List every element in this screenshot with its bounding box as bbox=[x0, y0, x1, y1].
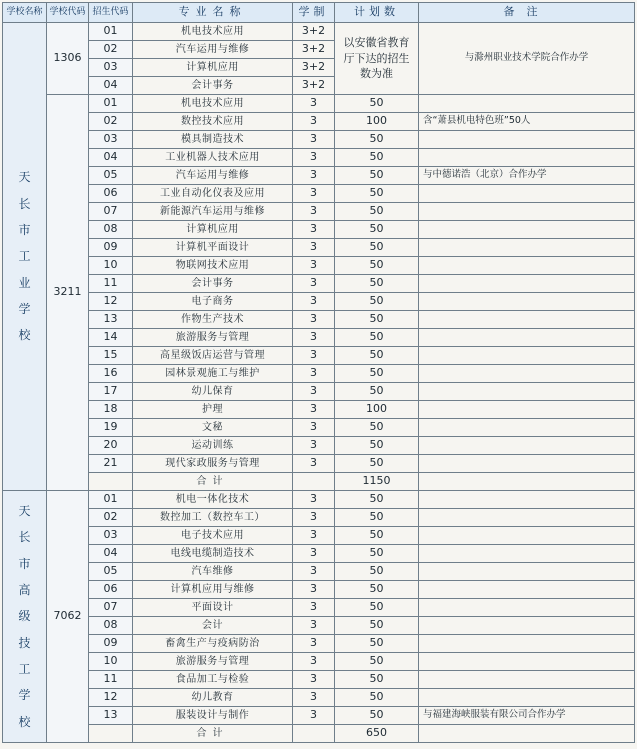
plan-count-cell: 50 bbox=[335, 383, 419, 401]
total-row bbox=[3, 473, 635, 491]
admission-code-cell: 09 bbox=[89, 239, 133, 257]
major-name-cell: 电子商务 bbox=[133, 293, 293, 311]
major-name-cell: 计算机应用 bbox=[133, 59, 293, 77]
duration-cell: 3 bbox=[293, 329, 335, 347]
school-name-char: 工 bbox=[18, 662, 31, 677]
remark-cell bbox=[419, 293, 635, 311]
admission-code-cell: 13 bbox=[89, 707, 133, 725]
major-name-cell: 物联网技术应用 bbox=[133, 257, 293, 275]
plan-count-cell: 50 bbox=[335, 365, 419, 383]
school-name-char: 学 bbox=[18, 302, 31, 317]
remark-cell bbox=[419, 419, 635, 437]
plan-count-cell: 50 bbox=[335, 419, 419, 437]
plan-count-cell: 50 bbox=[335, 491, 419, 509]
plan-count-cell: 50 bbox=[335, 311, 419, 329]
plan-count-cell: 100 bbox=[335, 401, 419, 419]
admission-code-cell: 11 bbox=[89, 275, 133, 293]
header-major-name: 专业名称 bbox=[133, 3, 293, 23]
plan-count-cell: 50 bbox=[335, 563, 419, 581]
admission-code-cell: 18 bbox=[89, 401, 133, 419]
remark-cell bbox=[419, 365, 635, 383]
plan-count-cell: 50 bbox=[335, 545, 419, 563]
school-name-char: 校 bbox=[18, 714, 31, 729]
duration-cell: 3 bbox=[293, 113, 335, 131]
admission-code-cell: 12 bbox=[89, 293, 133, 311]
table-row bbox=[3, 149, 635, 167]
table-row bbox=[3, 491, 635, 509]
header-plan-count: 计划数 bbox=[335, 3, 419, 23]
admission-code-cell: 07 bbox=[89, 599, 133, 617]
plan-count-cell: 50 bbox=[335, 509, 419, 527]
table-row bbox=[3, 383, 635, 401]
table-row bbox=[3, 527, 635, 545]
major-name-cell: 计算机应用 bbox=[133, 221, 293, 239]
total-label-cell: 合计 bbox=[133, 473, 293, 491]
duration-cell: 3 bbox=[293, 653, 335, 671]
duration-cell: 3 bbox=[293, 239, 335, 257]
major-name-cell: 模具制造技术 bbox=[133, 131, 293, 149]
table-row bbox=[3, 167, 635, 185]
duration-cell: 3 bbox=[293, 275, 335, 293]
table-row bbox=[3, 365, 635, 383]
table-row bbox=[3, 509, 635, 527]
admission-code-cell: 02 bbox=[89, 113, 133, 131]
major-name-cell: 会计事务 bbox=[133, 275, 293, 293]
remark-cell: 含“萧县机电特色班”50人 bbox=[419, 113, 635, 131]
remark-cell bbox=[419, 383, 635, 401]
major-name-cell: 旅游服务与管理 bbox=[133, 653, 293, 671]
remark-cell bbox=[419, 275, 635, 293]
total-spacer-cell bbox=[293, 725, 335, 743]
duration-cell: 3 bbox=[293, 527, 335, 545]
school-name-char: 长 bbox=[18, 196, 31, 211]
plan-count-cell: 50 bbox=[335, 653, 419, 671]
major-name-cell: 新能源汽车运用与维修 bbox=[133, 203, 293, 221]
plan-count-cell: 50 bbox=[335, 707, 419, 725]
admission-code-cell: 07 bbox=[89, 203, 133, 221]
table-row bbox=[3, 419, 635, 437]
admission-code-cell: 20 bbox=[89, 437, 133, 455]
school-name-cell bbox=[3, 23, 47, 491]
admission-code-cell: 04 bbox=[89, 77, 133, 95]
major-name-cell: 作物生产技术 bbox=[133, 311, 293, 329]
duration-cell: 3 bbox=[293, 293, 335, 311]
header-school-code: 学校代码 bbox=[47, 3, 89, 23]
plan-count-cell: 50 bbox=[335, 149, 419, 167]
major-name-cell: 幼儿保育 bbox=[133, 383, 293, 401]
plan-count-cell: 50 bbox=[335, 599, 419, 617]
table-row bbox=[3, 437, 635, 455]
table-row bbox=[3, 185, 635, 203]
table-row bbox=[3, 131, 635, 149]
major-name-cell: 园林景观施工与维护 bbox=[133, 365, 293, 383]
remark-cell bbox=[419, 347, 635, 365]
major-name-cell: 工业机器人技术应用 bbox=[133, 149, 293, 167]
table-row bbox=[3, 635, 635, 653]
remark-cell bbox=[419, 527, 635, 545]
plan-count-cell: 50 bbox=[335, 131, 419, 149]
duration-cell: 3 bbox=[293, 401, 335, 419]
remark-cell bbox=[419, 653, 635, 671]
school-name-char: 高 bbox=[18, 582, 31, 597]
header-admission-code: 招生代码 bbox=[89, 3, 133, 23]
header-remarks: 备注 bbox=[419, 3, 635, 23]
plan-count-cell: 50 bbox=[335, 203, 419, 221]
header-duration: 学制 bbox=[293, 3, 335, 23]
duration-cell: 3 bbox=[293, 563, 335, 581]
school-name-char: 市 bbox=[18, 222, 31, 237]
table-row bbox=[3, 599, 635, 617]
major-name-cell: 旅游服务与管理 bbox=[133, 329, 293, 347]
school-name-char: 级 bbox=[18, 609, 31, 624]
table-row bbox=[3, 257, 635, 275]
group-remark-cell: 与滁州职业技术学院合作办学 bbox=[419, 23, 635, 95]
plan-count-cell: 50 bbox=[335, 257, 419, 275]
remark-cell bbox=[419, 221, 635, 239]
school-name-char: 工 bbox=[18, 249, 31, 264]
major-name-cell: 汽车运用与维修 bbox=[133, 41, 293, 59]
table-row bbox=[3, 545, 635, 563]
table-row bbox=[3, 329, 635, 347]
admission-code-cell: 03 bbox=[89, 527, 133, 545]
admission-code-cell: 06 bbox=[89, 581, 133, 599]
plan-count-cell: 50 bbox=[335, 527, 419, 545]
duration-cell: 3 bbox=[293, 167, 335, 185]
admission-code-cell: 01 bbox=[89, 23, 133, 41]
admission-code-cell: 13 bbox=[89, 311, 133, 329]
table-row bbox=[3, 617, 635, 635]
plan-count-cell: 50 bbox=[335, 437, 419, 455]
duration-cell: 3 bbox=[293, 617, 335, 635]
major-name-cell: 计算机应用与维修 bbox=[133, 581, 293, 599]
enrollment-plan-sheet bbox=[2, 2, 634, 747]
school-name-char: 天 bbox=[18, 503, 31, 518]
plan-count-cell: 50 bbox=[335, 689, 419, 707]
school-code-cell: 1306 bbox=[47, 23, 89, 95]
table-row bbox=[3, 275, 635, 293]
major-name-cell: 电子技术应用 bbox=[133, 527, 293, 545]
duration-cell: 3 bbox=[293, 599, 335, 617]
major-name-cell: 汽车维修 bbox=[133, 563, 293, 581]
major-name-cell: 机电一体化技术 bbox=[133, 491, 293, 509]
major-name-cell: 运动训练 bbox=[133, 437, 293, 455]
school-name-char: 天 bbox=[18, 170, 31, 185]
duration-cell: 3 bbox=[293, 545, 335, 563]
admission-code-cell: 03 bbox=[89, 59, 133, 77]
remark-cell bbox=[419, 95, 635, 113]
plan-count-cell: 50 bbox=[335, 329, 419, 347]
plan-count-cell: 50 bbox=[335, 275, 419, 293]
major-name-cell: 机电技术应用 bbox=[133, 23, 293, 41]
table-row bbox=[3, 311, 635, 329]
table-row bbox=[3, 653, 635, 671]
major-name-cell: 高星级饭店运营与管理 bbox=[133, 347, 293, 365]
duration-cell: 3 bbox=[293, 689, 335, 707]
duration-cell: 3 bbox=[293, 257, 335, 275]
major-name-cell: 幼儿教育 bbox=[133, 689, 293, 707]
school-name-char: 长 bbox=[18, 530, 31, 545]
total-spacer-cell bbox=[419, 473, 635, 491]
remark-cell bbox=[419, 635, 635, 653]
total-spacer-cell bbox=[89, 473, 133, 491]
school-name-char: 校 bbox=[18, 328, 31, 343]
plan-count-cell: 50 bbox=[335, 221, 419, 239]
plan-count-cell: 50 bbox=[335, 455, 419, 473]
duration-cell: 3 bbox=[293, 455, 335, 473]
remark-cell bbox=[419, 149, 635, 167]
plan-count-cell: 50 bbox=[335, 95, 419, 113]
admission-code-cell: 15 bbox=[89, 347, 133, 365]
plan-count-cell: 50 bbox=[335, 239, 419, 257]
major-name-cell: 畜禽生产与疫病防治 bbox=[133, 635, 293, 653]
duration-cell: 3 bbox=[293, 365, 335, 383]
remark-cell bbox=[419, 509, 635, 527]
duration-cell: 3 bbox=[293, 95, 335, 113]
remark-cell bbox=[419, 239, 635, 257]
table-row bbox=[3, 455, 635, 473]
total-plan-cell: 650 bbox=[335, 725, 419, 743]
table-row bbox=[3, 221, 635, 239]
enrollment-plan-table bbox=[2, 2, 635, 743]
remark-cell bbox=[419, 545, 635, 563]
duration-cell: 3 bbox=[293, 491, 335, 509]
admission-code-cell: 14 bbox=[89, 329, 133, 347]
table-row bbox=[3, 347, 635, 365]
duration-cell: 3 bbox=[293, 149, 335, 167]
duration-cell: 3+2 bbox=[293, 23, 335, 41]
table-row bbox=[3, 401, 635, 419]
major-name-cell: 现代家政服务与管理 bbox=[133, 455, 293, 473]
admission-code-cell: 05 bbox=[89, 167, 133, 185]
plan-count-cell: 50 bbox=[335, 581, 419, 599]
major-name-cell: 食品加工与检验 bbox=[133, 671, 293, 689]
duration-cell: 3+2 bbox=[293, 59, 335, 77]
admission-code-cell: 08 bbox=[89, 221, 133, 239]
total-spacer-cell bbox=[89, 725, 133, 743]
remark-cell: 与福建海峡服装有限公司合作办学 bbox=[419, 707, 635, 725]
admission-code-cell: 03 bbox=[89, 131, 133, 149]
admission-code-cell: 19 bbox=[89, 419, 133, 437]
table-header-row bbox=[3, 3, 635, 23]
table-row bbox=[3, 113, 635, 131]
admission-code-cell: 10 bbox=[89, 653, 133, 671]
table-row bbox=[3, 707, 635, 725]
remark-cell bbox=[419, 455, 635, 473]
school-code-cell: 3211 bbox=[47, 95, 89, 491]
remark-cell bbox=[419, 437, 635, 455]
duration-cell: 3 bbox=[293, 131, 335, 149]
duration-cell: 3 bbox=[293, 383, 335, 401]
admission-code-cell: 11 bbox=[89, 671, 133, 689]
admission-code-cell: 02 bbox=[89, 41, 133, 59]
duration-cell: 3+2 bbox=[293, 41, 335, 59]
major-name-cell: 服装设计与制作 bbox=[133, 707, 293, 725]
major-name-cell: 汽车运用与维修 bbox=[133, 167, 293, 185]
duration-cell: 3 bbox=[293, 419, 335, 437]
admission-code-cell: 17 bbox=[89, 383, 133, 401]
duration-cell: 3 bbox=[293, 185, 335, 203]
major-name-cell: 工业自动化仪表及应用 bbox=[133, 185, 293, 203]
duration-cell: 3 bbox=[293, 311, 335, 329]
major-name-cell: 计算机平面设计 bbox=[133, 239, 293, 257]
major-name-cell: 机电技术应用 bbox=[133, 95, 293, 113]
duration-cell: 3 bbox=[293, 707, 335, 725]
admission-code-cell: 02 bbox=[89, 509, 133, 527]
duration-cell: 3 bbox=[293, 581, 335, 599]
major-name-cell: 会计 bbox=[133, 617, 293, 635]
total-spacer-cell bbox=[419, 725, 635, 743]
admission-code-cell: 08 bbox=[89, 617, 133, 635]
table-row bbox=[3, 203, 635, 221]
major-name-cell: 平面设计 bbox=[133, 599, 293, 617]
school-name-char: 业 bbox=[18, 275, 31, 290]
plan-count-cell: 50 bbox=[335, 293, 419, 311]
school-name-char: 技 bbox=[18, 635, 31, 650]
remark-cell bbox=[419, 689, 635, 707]
total-label-cell: 合计 bbox=[133, 725, 293, 743]
plan-count-cell: 100 bbox=[335, 113, 419, 131]
duration-cell: 3+2 bbox=[293, 77, 335, 95]
admission-code-cell: 12 bbox=[89, 689, 133, 707]
admission-code-cell: 10 bbox=[89, 257, 133, 275]
major-name-cell: 护理 bbox=[133, 401, 293, 419]
total-row bbox=[3, 725, 635, 743]
remark-cell bbox=[419, 131, 635, 149]
school-code-cell: 7062 bbox=[47, 491, 89, 743]
table-row bbox=[3, 563, 635, 581]
school-name-char: 学 bbox=[18, 688, 31, 703]
plan-count-cell: 50 bbox=[335, 347, 419, 365]
duration-cell: 3 bbox=[293, 437, 335, 455]
remark-cell bbox=[419, 329, 635, 347]
major-name-cell: 会计事务 bbox=[133, 77, 293, 95]
major-name-cell: 文秘 bbox=[133, 419, 293, 437]
admission-code-cell: 04 bbox=[89, 149, 133, 167]
plan-count-cell: 50 bbox=[335, 167, 419, 185]
remark-cell bbox=[419, 581, 635, 599]
admission-code-cell: 04 bbox=[89, 545, 133, 563]
table-row bbox=[3, 95, 635, 113]
admission-code-cell: 09 bbox=[89, 635, 133, 653]
plan-count-cell: 50 bbox=[335, 635, 419, 653]
remark-cell bbox=[419, 257, 635, 275]
remark-cell bbox=[419, 401, 635, 419]
duration-cell: 3 bbox=[293, 671, 335, 689]
admission-code-cell: 21 bbox=[89, 455, 133, 473]
total-plan-cell: 1150 bbox=[335, 473, 419, 491]
duration-cell: 3 bbox=[293, 221, 335, 239]
plan-note-cell: 以安徽省教育厅下达的招生数为准 bbox=[335, 23, 419, 95]
remark-cell bbox=[419, 563, 635, 581]
remark-cell bbox=[419, 617, 635, 635]
school-name-cell bbox=[3, 491, 47, 743]
header-school-name: 学校名称 bbox=[3, 3, 47, 23]
remark-cell bbox=[419, 491, 635, 509]
plan-count-cell: 50 bbox=[335, 617, 419, 635]
duration-cell: 3 bbox=[293, 347, 335, 365]
remark-cell bbox=[419, 185, 635, 203]
duration-cell: 3 bbox=[293, 203, 335, 221]
admission-code-cell: 06 bbox=[89, 185, 133, 203]
table-row bbox=[3, 689, 635, 707]
admission-code-cell: 01 bbox=[89, 491, 133, 509]
remark-cell bbox=[419, 671, 635, 689]
remark-cell bbox=[419, 203, 635, 221]
major-name-cell: 电线电缆制造技术 bbox=[133, 545, 293, 563]
table-row bbox=[3, 581, 635, 599]
admission-code-cell: 05 bbox=[89, 563, 133, 581]
major-name-cell: 数控技术应用 bbox=[133, 113, 293, 131]
plan-count-cell: 50 bbox=[335, 671, 419, 689]
admission-code-cell: 16 bbox=[89, 365, 133, 383]
admission-code-cell: 01 bbox=[89, 95, 133, 113]
remark-cell: 与中德诺浩（北京）合作办学 bbox=[419, 167, 635, 185]
duration-cell: 3 bbox=[293, 509, 335, 527]
plan-count-cell: 50 bbox=[335, 185, 419, 203]
table-row bbox=[3, 23, 635, 41]
table-row bbox=[3, 239, 635, 257]
major-name-cell: 数控加工（数控车工） bbox=[133, 509, 293, 527]
remark-cell bbox=[419, 311, 635, 329]
table-row bbox=[3, 293, 635, 311]
duration-cell: 3 bbox=[293, 635, 335, 653]
total-spacer-cell bbox=[293, 473, 335, 491]
table-row bbox=[3, 671, 635, 689]
remark-cell bbox=[419, 599, 635, 617]
school-name-char: 市 bbox=[18, 556, 31, 571]
